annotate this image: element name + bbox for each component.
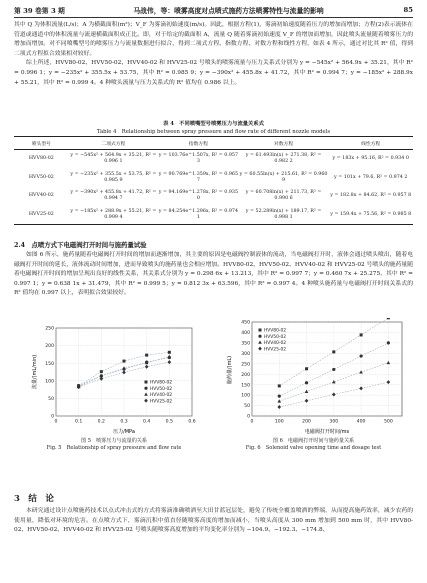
cell: y = 94.169e^1.278x, R² = 0.935 0 [158,190,238,202]
y-tick-label: 0 [51,414,54,420]
x-tick-label: 400 [356,419,366,425]
data-point-hvv80-02 [360,333,363,336]
data-point-hvv25-02 [332,392,336,396]
caption-cn: 图 5 喷雾压力与流量的关系 [81,438,147,444]
legend-marker [144,393,148,396]
figure-6-caption [214,438,413,452]
data-point-hvv40-02 [305,390,309,393]
x-tick-label: 0.2 [97,419,105,425]
x-tick-label: 300 [329,419,339,425]
y-tick-label: 50 [244,404,250,410]
y-tick-label: 0 [247,414,250,420]
table-row [14,187,413,206]
data-point-hvv25-02 [359,386,363,390]
cell: y = −390x² + 455.8x + 41.72, R² = 0.994 7 [70,190,157,202]
x-axis-label: 电磁阀打开时间/ms [304,429,350,435]
col-header: 对数方程 [239,137,329,150]
y-tick-label: 250 [241,362,250,368]
table-row [14,150,413,169]
data-point-hvv25-02 [305,399,309,403]
col-header: 指数方程 [158,137,239,150]
data-point-hvv25-02 [100,377,104,381]
cell: y = −545x² + 564.9x + 35.21, R² = 0.996 1 [70,153,157,165]
paragraph: 如图 6 所示，施药量随着电磁阀打开时间的增加而逐渐增加，其主要的原因是电磁阀控制液体的流动，当电磁阀打开时，液体会通过喷头喷出，随着电磁阀打开时间的延长，液体流动时间增加，进而导致喷头的施药量也会相应增加。HVV80-02、HVV50-02、HVV40-02 和 HVV25-02 号喷头的施药量随着电磁阀打开时间的增加呈现出良好的线性关系，其关系式分别为 y = 0.298 6x + 13.213，其中 R² = 0.997 7；y = 0.460 7x + 25.275，其中 R² = 0.997 1；y = 0.638 1x + 31.479，其中 R² = 0.999 5；y = 0.812 3x + 63.596，其中 R² = 0.997 4。4 种喷头施药量与电磁阀打开时间关系式的 R² 值均在 0.997 以上，表明拟合效果较好。 [14,252,413,297]
x-axis-label: 压力/MPa [113,429,135,435]
legend-marker [145,381,148,384]
figure-5-caption [14,438,214,452]
x-tick-label: 0.5 [165,419,173,425]
y-tick-label: 450 [241,320,250,326]
cell: y = 159.4x + 75.56, R² = 0.985 8 [328,206,413,225]
data-point-hvv40-02 [168,355,172,358]
legend-marker [144,399,148,403]
data-point-hvv25-02 [277,405,281,409]
cell: y = 183x + 95.16, R² = 0.934 0 [332,156,409,162]
body-text-2 [14,251,413,299]
legend-label: HVV80-02 [150,380,173,386]
table-4 [14,136,413,225]
legend-marker [259,329,262,332]
header-rule [14,17,413,18]
y-tick-label: 400 [241,331,250,337]
legend-marker [258,347,262,351]
table-title-cn: 表 4 不同喷嘴型号喷雾压力与流量关系式 [163,121,264,127]
cell: y = 101x + 79.6, R² = 0.974 2 [334,174,408,180]
legend-label: HVV40-02 [264,341,287,347]
y-tick-label: 250 [45,326,54,332]
cell: y = 182.8x + 84.62, R² = 0.957 8 [330,193,412,199]
x-tick-label: 0.1 [75,419,83,425]
cell: HVV40-02 [28,193,54,199]
data-point-hvv80-02 [332,350,335,353]
y-axis-label: 施药量/(mL) [227,355,233,385]
body-text-3 [14,507,413,536]
legend-label: HVV40-02 [150,393,173,399]
data-point-hvv80-02 [278,384,281,387]
x-tick-label: 0.3 [120,419,128,425]
paragraph: 本研究通过设计点喷施药技术以点式冲击式的方式将雾滴准确喷洒至大田甘蓝冠层处，避免了传统全覆盖喷洒的弊端，从而提高施药效率，减少农药的使用量，降低对环境的危害。在点喷方式下，雾滴沉积中值直径随喷雾高度的增加而减小，当喷头高度从 300 mm 增加到 500 mm 时，其中 HVV80-02、HVV50-02、HVV40-02 和 HVV25-02 号喷头随喷雾高度增加的平均变化率分别为 −104.9、−192.3、−174.8、 [14,508,413,534]
caption-cn: 图 6 电磁阀打开时间与施药量关系 [272,438,355,444]
legend-label: HVV50-02 [264,334,287,340]
cell: y = 103.76e^1.507x, R² = 0.957 3 [158,153,238,165]
table-header-row [14,137,413,150]
data-point-hvv80-02 [305,367,308,370]
data-point-hvv50-02 [332,368,335,371]
x-tick-label: 0 [54,419,58,425]
x-tick-label: 0.4 [143,419,151,425]
cell: HVV50-02 [28,174,54,180]
x-tick-label: 200 [302,419,311,425]
legend-label: HVV80-02 [264,328,287,334]
data-point-hvv25-02 [145,365,149,369]
running-header [14,4,413,16]
legend-label: HVV25-02 [150,399,173,405]
data-point-hvv40-02 [122,366,126,369]
data-point-hvv40-02 [387,361,391,364]
cell: y = −235x² + 355.5x + 53.75, R² = 0.985 9 [70,171,157,183]
y-tick-label: 100 [241,393,250,399]
data-point-hvv50-02 [387,341,390,344]
cell: y = 61.493ln(x) + 271.38, R² = 0.982 2 [245,153,322,165]
data-point-hvv50-02 [305,381,308,384]
page-number: 85 [403,6,413,14]
cell: y = −185x² + 288.9x + 55.21, R² = 0.999 4 [69,206,158,225]
legend-marker [144,387,147,390]
x-tick-label: 500 [383,419,393,425]
paragraph: 综上所述，HVV80-02、HVV50-02、HVV40-02 和 HVV25-02 号喷头的喷雾流量与压力关系式分别为 y = −545x² + 564.9x + 35.21，其中 R² = 0.996 1；y = −235x² + 355.5x + 53.75，其中 R² = 0.985 9；y = −390x² + 455.8x + 41.72，其中 R² = 0.994 7；y = −185x² + 288.9x + 55.21，其中 R² = 0.999 4。4 种喷头流量与压力关系式的 R² 值均在 0.986 以上。 [14,60,413,86]
legend-marker [258,335,261,338]
data-point-hvv50-02 [278,395,281,398]
x-tick-label: 0 [250,419,254,425]
cell: y = 60.55ln(x) + 215.61, R² = 0.960 9 [239,171,328,183]
table-row [14,169,413,188]
cell: HVV25-02 [14,206,69,225]
data-point-hvv25-02 [168,360,172,364]
body-text-1 [14,21,413,88]
data-point-hvv80-02 [387,318,390,319]
y-tick-label: 200 [241,372,250,378]
x-tick-label: 0.6 [188,419,196,425]
cell: y = 52.289ln(x) + 189.17, R² = 0.998 1 [239,206,329,225]
caption-en: Fig. 6 Solenoid valve opening time and dosage test [245,445,382,452]
data-point-hvv50-02 [359,354,362,357]
running-title: 马战伟，等：喷雾高度对点喷式施药方法喷雾特性与流量的影响 [133,7,324,15]
section-heading-3: 3 结 论 [14,494,54,504]
data-point-hvv25-02 [387,380,391,384]
y-tick-label: 50 [48,397,54,402]
col-header: 喷头型号 [14,137,69,150]
cell: y = 60.708ln(x) + 211.73, R² = 0.990 6 [245,190,322,202]
cell: y = 90.769e^1.359x, R² = 0.965 7 [158,171,238,183]
figure-5-chart [28,324,198,436]
table-title-en: Table 4 Relationship between spray pressure and flow rate of different nozzle models [96,129,331,135]
legend-marker [258,341,262,344]
x-tick-label: 100 [274,419,284,425]
legend-label: HVV25-02 [264,347,287,353]
col-header: 线性方程 [328,137,413,150]
legend-label: HVV50-02 [150,386,173,392]
y-axis-label: 流量/(mL/min) [32,354,38,390]
y-tick-label: 350 [241,341,250,347]
section-heading-2-4: 2.4 点喷方式下电磁阀打开时间与施药量试验 [14,241,147,249]
y-tick-label: 150 [45,361,54,367]
y-tick-label: 300 [241,351,250,357]
data-point-hvv25-02 [122,370,126,374]
caption-en: Fig. 5 Relationship of spray pressure and flow rate [46,445,182,452]
data-point-hvv80-02 [100,370,103,373]
y-tick-label: 150 [241,383,250,389]
table-row [14,206,413,225]
data-point-hvv80-02 [168,351,171,354]
cell: HVV80-02 [28,156,54,162]
paragraph: 其中 Q 为体积流量(L/s)；A 为横截面积(m²)；V_F 为雾滴初始速度(m/s)。因此，根据方程(1)，雾滴初始速度随着压力的增加而增加；方程(2)表示流体在管道或通道中的体积流量与流速横截面积成正比。即，对于给定的截面积 A，流量 Q 随着雾滴初始速度 V_F 的增加而增加，因此喷头流量随着喷雾压力的增加而增加。对不同喷嘴型号的喷雾压力与流量数据进行拟合，得到二项式方程、指数方程、对数方程和线性方程，如表 4 所示，通过对比其 R² 值，得到二项式方程拟合效果相对较好。 [14,22,413,57]
col-header: 二项式方程 [69,137,158,150]
data-point-hvv80-02 [123,360,126,363]
data-point-hvv80-02 [145,354,148,357]
figure-6-chart [224,318,408,436]
y-tick-label: 200 [45,344,54,350]
cell: y = 84.254e^1.296x, R² = 0.974 1 [158,206,239,225]
y-tick-label: 100 [45,379,54,385]
journal-issue: 第 39 卷第 3 期 [14,7,65,15]
